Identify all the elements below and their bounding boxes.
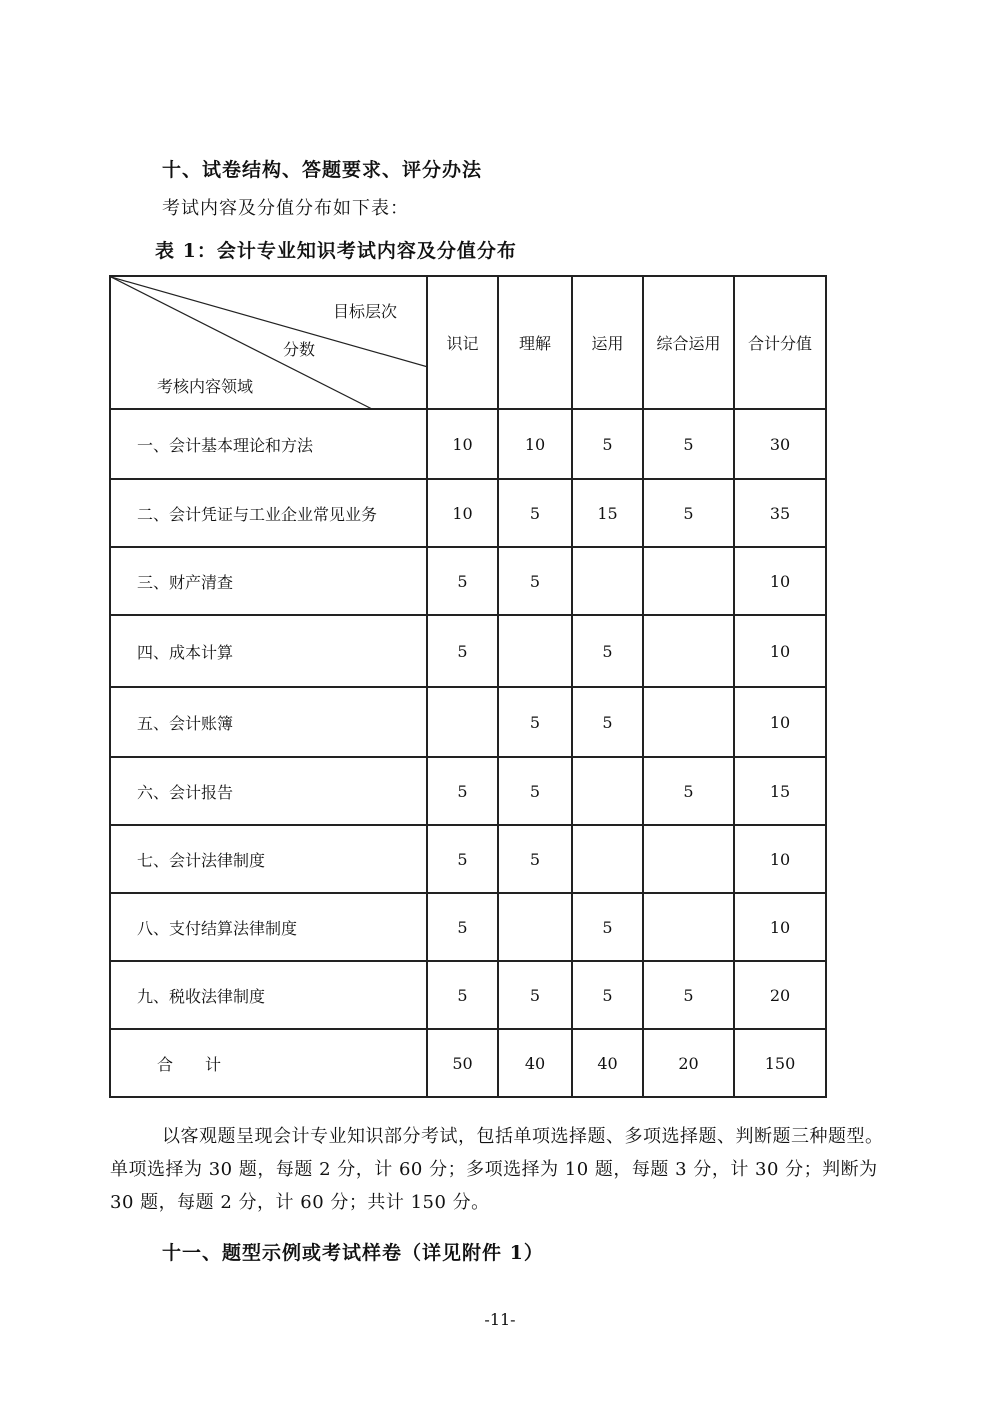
table-row <box>110 961 826 1029</box>
table-cell: 10 <box>734 687 826 757</box>
table-cell <box>498 893 572 961</box>
table-row <box>110 893 826 961</box>
corner-bottom-label: 考核内容领域 <box>157 377 254 396</box>
table-cell <box>572 757 643 825</box>
table-cell: 10 <box>427 479 498 547</box>
table-cell: 5 <box>572 893 643 961</box>
table-cell: 5 <box>427 961 498 1029</box>
table-cell: 5 <box>498 547 572 615</box>
table-cell: 10 <box>734 547 826 615</box>
table-cell <box>643 893 734 961</box>
row-label: 七、会计法律制度 <box>110 825 427 893</box>
table-row <box>110 1029 826 1097</box>
table-cell: 5 <box>498 687 572 757</box>
table-cell: 10 <box>734 893 826 961</box>
table-cell: 5 <box>427 547 498 615</box>
table-cell <box>572 825 643 893</box>
table-cell: 5 <box>572 615 643 687</box>
section-11-heading: 十一、题型示例或考试样卷（详见附件 1） <box>162 1242 544 1264</box>
table-cell: 20 <box>734 961 826 1029</box>
table-cell <box>643 615 734 687</box>
table-cell: 15 <box>572 479 643 547</box>
row-label: 九、税收法律制度 <box>110 961 427 1029</box>
table-cell: 5 <box>643 961 734 1029</box>
table-cell <box>643 547 734 615</box>
table-cell: 5 <box>643 479 734 547</box>
table-cell: 35 <box>734 479 826 547</box>
table-row <box>110 409 826 479</box>
table-cell: 20 <box>643 1029 734 1097</box>
table-cell: 10 <box>498 409 572 479</box>
column-header: 理解 <box>498 276 572 409</box>
table-cell: 5 <box>427 825 498 893</box>
row-label: 八、支付结算法律制度 <box>110 893 427 961</box>
table-caption: 表 1：会计专业知识考试内容及分值分布 <box>155 240 517 262</box>
table-cell: 5 <box>572 409 643 479</box>
table-cell: 5 <box>572 687 643 757</box>
table-cell <box>643 825 734 893</box>
row-label: 一、会计基本理论和方法 <box>110 409 427 479</box>
table-cell: 5 <box>498 825 572 893</box>
row-label: 四、成本计算 <box>110 615 427 687</box>
section-10-heading: 十、试卷结构、答题要求、评分办法 <box>162 159 483 181</box>
table-cell: 30 <box>734 409 826 479</box>
table-cell: 10 <box>427 409 498 479</box>
table-row <box>110 825 826 893</box>
table-cell: 5 <box>498 757 572 825</box>
row-label: 五、会计账簿 <box>110 687 427 757</box>
table-cell <box>572 547 643 615</box>
column-header: 识记 <box>427 276 498 409</box>
table-row <box>110 547 826 615</box>
corner-top-label: 目标层次 <box>333 302 398 321</box>
table-header-row <box>110 276 826 409</box>
table-cell: 50 <box>427 1029 498 1097</box>
table-row <box>110 615 826 687</box>
table-cell <box>427 687 498 757</box>
table-cell: 5 <box>498 961 572 1029</box>
score-distribution-table <box>109 275 827 1098</box>
header-corner-cell <box>110 276 427 409</box>
table-cell: 10 <box>734 615 826 687</box>
table-cell: 10 <box>734 825 826 893</box>
column-header: 合计分值 <box>734 276 826 409</box>
row-label: 六、会计报告 <box>110 757 427 825</box>
table-row <box>110 479 826 547</box>
exam-description-paragraph: 以客观题呈现会计专业知识部分考试，包括单项选择题、多项选择题、判断题三种题型。单项选择为 30 题，每题 2 分，计 60 分；多项选择为 10 题，每题 3 分，计 30 分；判断为 30 题，每题 2 分，计 60 分；共计 150 分。 <box>110 1126 884 1213</box>
table-cell: 5 <box>572 961 643 1029</box>
table-cell <box>498 615 572 687</box>
column-header: 综合运用 <box>643 276 734 409</box>
table-row <box>110 687 826 757</box>
table-row <box>110 757 826 825</box>
row-label: 合 计 <box>110 1029 427 1097</box>
table-cell: 5 <box>643 409 734 479</box>
table-cell: 5 <box>427 893 498 961</box>
table-cell: 40 <box>498 1029 572 1097</box>
row-label: 三、财产清查 <box>110 547 427 615</box>
column-header: 运用 <box>572 276 643 409</box>
table-cell: 5 <box>427 757 498 825</box>
row-label: 二、会计凭证与工业企业常见业务 <box>110 479 427 547</box>
table-cell: 5 <box>427 615 498 687</box>
table-cell: 40 <box>572 1029 643 1097</box>
table-cell: 15 <box>734 757 826 825</box>
table-cell: 5 <box>498 479 572 547</box>
page-number: -11- <box>484 1310 516 1329</box>
table-cell <box>643 687 734 757</box>
corner-mid-label: 分数 <box>283 340 316 359</box>
table-cell: 5 <box>643 757 734 825</box>
intro-text: 考试内容及分值分布如下表： <box>162 198 409 219</box>
table-cell: 150 <box>734 1029 826 1097</box>
